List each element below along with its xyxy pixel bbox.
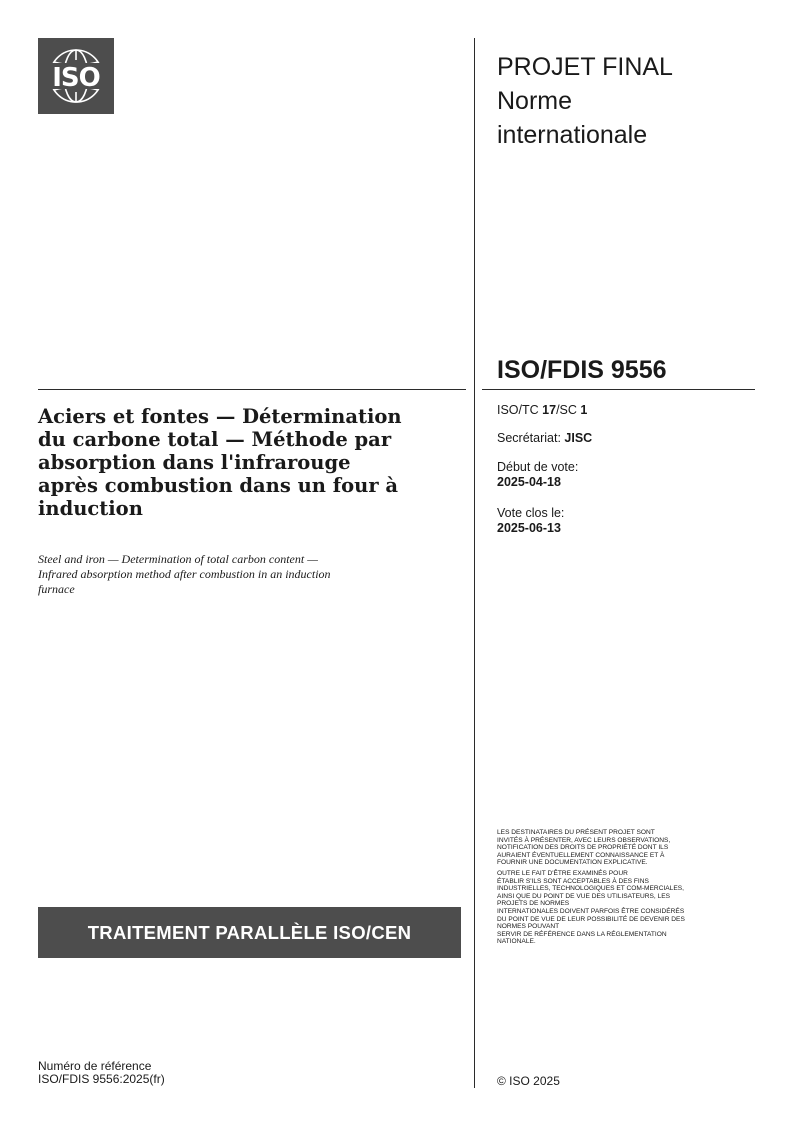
- sc-prefix: /SC: [556, 403, 581, 417]
- notice-line: LES DESTINATAIRES DU PRÉSENT PROJET SONT: [497, 829, 655, 836]
- document-status-block: [497, 50, 767, 152]
- notice-line: INVITÉS À PRÉSENTER, AVEC LEURS OBSERVATIONS,: [497, 836, 671, 844]
- title-line: du carbone total — Méthode par: [38, 428, 392, 451]
- reference-number: [38, 1060, 165, 1086]
- notice-line: AURAIENT ÉVENTUELLEMENT CONNAISSANCE ET À: [497, 851, 665, 859]
- svg-text:ISO: ISO: [52, 63, 100, 93]
- notice-line: NATIONALE.: [497, 938, 536, 946]
- secretariat-label: Secrétariat:: [497, 431, 565, 445]
- title-line: Aciers et fontes — Détermination: [38, 405, 402, 428]
- subtitle-line: Steel and iron — Determination of total carbon content —: [38, 552, 318, 566]
- notice-line: NOTIFICATION DES DROITS DE PROPRIÉTÉ DONT ILS: [497, 844, 669, 852]
- document-title: [38, 405, 438, 520]
- notice-line: ÉTABLIR S'ILS SONT ACCEPTABLES À DES FINS: [497, 877, 649, 885]
- vote-end-label: Vote clos le:: [497, 506, 565, 520]
- tc-number: 17: [542, 403, 557, 417]
- title-line: induction: [38, 497, 143, 520]
- notice-paragraph-1: [497, 829, 755, 867]
- notice-line: NORMES POUVANT: [497, 923, 560, 931]
- notice-line: FOURNIR UNE DOCUMENTATION EXPLICATIVE.: [497, 859, 648, 867]
- document-id: ISO/FDIS 9556: [497, 356, 667, 384]
- document-status: PROJET FINAL: [497, 53, 673, 81]
- iso-logo: [38, 38, 114, 114]
- notice-line: PROJETS DE NORMES: [497, 900, 570, 908]
- subtitle-line: Infrared absorption method after combustion in an induction: [38, 567, 331, 581]
- notice-line: OUTRE LE FAIT D'ÊTRE EXAMINÉS POUR: [497, 870, 628, 877]
- vote-start-label: Début de vote:: [497, 460, 579, 474]
- subtitle-line: furnace: [38, 582, 75, 596]
- horizontal-rule-right: [482, 389, 755, 390]
- english-title: [38, 552, 438, 597]
- notice-line: INDUSTRIELLES, TECHNOLOGIQUES ET COM-MERCIALES,: [497, 885, 684, 893]
- notice-line: SERVIR DE RÉFÉRENCE DANS LA RÉGLEMENTATION: [497, 930, 667, 938]
- vote-start-date: 2025-04-18: [497, 475, 561, 489]
- notice-line: AINSI QUE DU POINT DE VUE DES UTILISATEURS, LES: [497, 892, 671, 900]
- document-type-line2: internationale: [497, 121, 648, 149]
- notice-line: DU POINT DE VUE DE LEUR POSSIBILITÉ DE DEVENIR DES: [497, 915, 685, 923]
- copyright: © ISO 2025: [497, 1074, 560, 1088]
- title-line: absorption dans l'infrarouge: [38, 451, 351, 474]
- sc-number: 1: [580, 403, 588, 417]
- committee: [497, 403, 587, 418]
- parallel-processing-banner: [38, 907, 461, 958]
- horizontal-rule-left: [38, 389, 466, 390]
- document-type-line1: Norme: [497, 87, 573, 115]
- title-line: après combustion dans un four à: [38, 474, 399, 497]
- notice-line: INTERNATIONALES DOIVENT PARFOIS ÊTRE CONSIDÉRÉS: [497, 907, 685, 915]
- vote-end-date: 2025-06-13: [497, 521, 561, 535]
- reference-label: Numéro de référence: [38, 1059, 152, 1073]
- banner-text: TRAITEMENT PARALLÈLE ISO/CEN: [87, 921, 412, 943]
- reference-value: ISO/FDIS 9556:2025(fr): [38, 1072, 165, 1086]
- vote-start: [497, 460, 578, 490]
- vote-end: [497, 506, 564, 536]
- notice-paragraph-2: [497, 870, 755, 946]
- committee-prefix: ISO/TC: [497, 403, 543, 417]
- vertical-divider: [474, 38, 475, 1088]
- iso-globe-icon: [38, 38, 114, 114]
- secretariat-value: JISC: [564, 431, 593, 445]
- secretariat: [497, 431, 592, 446]
